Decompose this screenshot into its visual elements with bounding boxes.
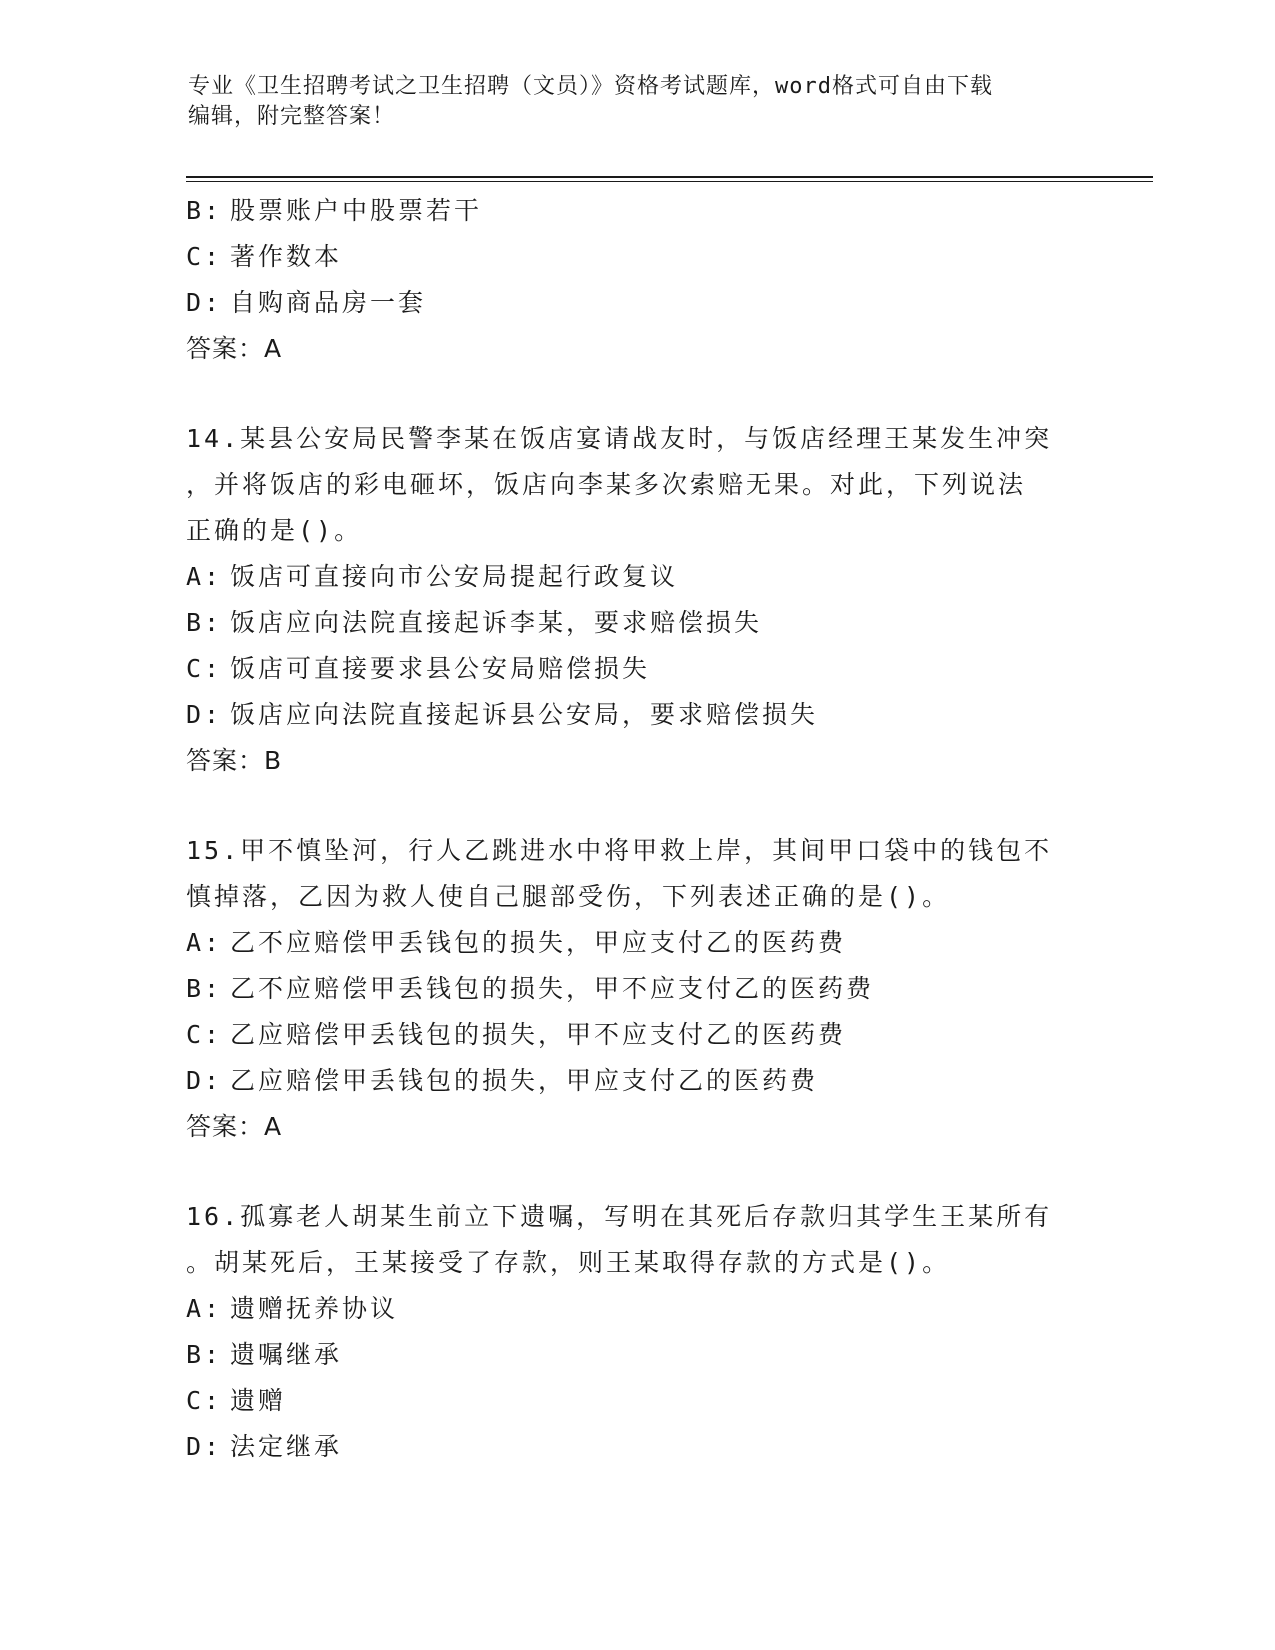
option-a: [186, 920, 1086, 966]
option-key: D:: [186, 288, 223, 317]
option-key: C:: [186, 242, 223, 271]
option-c: [186, 646, 1086, 692]
question-13-tail: [186, 188, 1086, 372]
question-14: [186, 416, 1086, 784]
option-text: 乙应赔偿甲丢钱包的损失，甲不应支付乙的医药费: [230, 1020, 847, 1049]
answer: 答案：A: [186, 1112, 283, 1141]
option-text: 饭店可直接向市公安局提起行政复议: [230, 562, 679, 591]
header-divider-thin: [186, 181, 1153, 182]
option-key: A:: [186, 562, 223, 591]
option-d: [186, 692, 1086, 738]
option-text: 法定继承: [230, 1432, 343, 1461]
option-text: 乙不应赔偿甲丢钱包的损失，甲不应支付乙的医药费: [230, 974, 875, 1003]
option-key: B:: [186, 196, 223, 225]
option-key: A:: [186, 928, 223, 957]
option-key: B:: [186, 608, 223, 637]
option-d: [186, 1424, 1086, 1470]
option-text: 自购商品房一套: [230, 288, 427, 317]
option-a: [186, 1286, 1086, 1332]
option-key: A:: [186, 1294, 223, 1323]
option-text: 饭店应向法院直接起诉县公安局，要求赔偿损失: [230, 700, 819, 729]
option-b: [186, 966, 1086, 1012]
option-key: B:: [186, 1340, 223, 1369]
option-c: [186, 1012, 1086, 1058]
question-stem-line: ，并将饭店的彩电砸坏，饭店向李某多次索赔无果。对此，下列说法: [186, 470, 1027, 499]
answer: 答案：B: [186, 746, 283, 775]
option-key: C:: [186, 1386, 223, 1415]
option-b: [186, 188, 1086, 234]
option-text: 遗赠抚养协议: [230, 1294, 399, 1323]
option-text: 乙应赔偿甲丢钱包的损失，甲应支付乙的医药费: [230, 1066, 819, 1095]
option-text: 饭店应向法院直接起诉李某，要求赔偿损失: [230, 608, 763, 637]
option-a: [186, 554, 1086, 600]
option-text: 乙不应赔偿甲丢钱包的损失，甲应支付乙的医药费: [230, 928, 847, 957]
option-text: 遗赠: [230, 1386, 287, 1415]
question-16: [186, 1194, 1086, 1470]
option-text: 股票账户中股票若干: [230, 196, 483, 225]
option-d: [186, 1058, 1086, 1104]
option-text: 著作数本: [230, 242, 343, 271]
question-list: [186, 188, 1086, 1470]
option-key: C:: [186, 1020, 223, 1049]
option-c: [186, 1378, 1086, 1424]
answer: 答案：A: [186, 334, 283, 363]
option-key: D:: [186, 1432, 223, 1461]
header-line-2: 编辑，附完整答案！: [188, 104, 396, 129]
option-c: [186, 234, 1086, 280]
question-stem-line: 15.甲不慎坠河，行人乙跳进水中将甲救上岸，其间甲口袋中的钱包不: [186, 836, 1053, 865]
option-d: [186, 280, 1086, 326]
question-stem-line: 16.孤寡老人胡某生前立下遗嘱，写明在其死后存款归其学生王某所有: [186, 1202, 1053, 1231]
option-text: 饭店可直接要求县公安局赔偿损失: [230, 654, 651, 683]
header-line-1: 专业《卫生招聘考试之卫生招聘（文员）》资格考试题库，word格式可自由下载: [188, 74, 993, 99]
option-key: D:: [186, 700, 223, 729]
option-b: [186, 600, 1086, 646]
option-key: D:: [186, 1066, 223, 1095]
document-header: [188, 72, 1088, 132]
option-key: B:: [186, 974, 223, 1003]
option-b: [186, 1332, 1086, 1378]
question-stem-line: 。胡某死后，王某接受了存款，则王某取得存款的方式是()。: [186, 1248, 951, 1277]
question-15: [186, 828, 1086, 1150]
question-stem-line: 慎掉落，乙因为救人使自己腿部受伤，下列表述正确的是()。: [186, 882, 951, 911]
option-text: 遗嘱继承: [230, 1340, 343, 1369]
header-divider: [186, 176, 1153, 178]
option-key: C:: [186, 654, 223, 683]
question-stem-line: 正确的是()。: [186, 516, 363, 545]
question-stem-line: 14.某县公安局民警李某在饭店宴请战友时，与饭店经理王某发生冲突: [186, 424, 1053, 453]
